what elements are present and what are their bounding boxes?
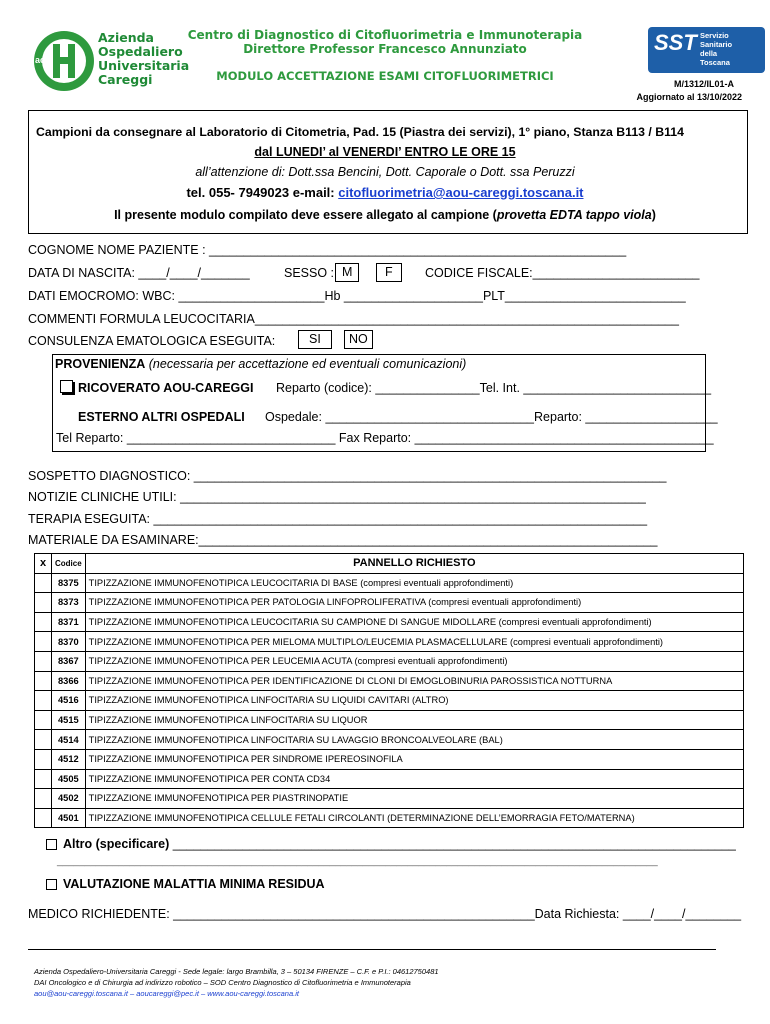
panel-row-code: 8366: [52, 671, 86, 691]
module-title: MODULO ACCETTAZIONE ESAMI CITOFLUORIMETRICI: [216, 69, 554, 83]
panel-row: [35, 671, 744, 691]
panel-row-description: TIPIZZAZIONE IMMUNOFENOTIPICA PER CONTA CD34: [85, 769, 743, 789]
panel-row-checkbox[interactable]: [35, 632, 52, 652]
ricoverato-label: RICOVERATO AOU-CAREGGI: [78, 381, 254, 395]
patient-name-field[interactable]: COGNOME NOME PAZIENTE : ____________________________________________________________: [28, 243, 627, 257]
altro-field-line-2[interactable]: ____________________________________________________________________________________________________________: [57, 856, 658, 867]
sex-label: SESSO :: [284, 266, 335, 280]
info-line-5: Il presente modulo compilato deve essere allegato al campione (provetta EDTA tappo viola): [114, 208, 656, 222]
panel-row: [35, 789, 744, 809]
director-name: Direttore Professor Francesco Annunziato: [243, 42, 527, 56]
panel-row-checkbox[interactable]: [35, 612, 52, 632]
footer-line-1: Azienda Ospedaliero-Universitaria Careggi - Sede legale: largo Brambilla, 3 – 50134 FIRENZE – C.F. e P.I.: 04612750481: [34, 967, 439, 976]
suspected-diagnosis-field[interactable]: SOSPETTO DIAGNOSTICO: ____________________________________________________________________: [28, 469, 667, 483]
panel-row-code: 4502: [52, 789, 86, 809]
col-x: x: [35, 554, 52, 574]
panel-row-description: TIPIZZAZIONE IMMUNOFENOTIPICA PER SINDROME IPEREOSINOFILA: [85, 749, 743, 769]
panel-row: [35, 769, 744, 789]
sst-logo: SST Servizio Sanitario della Toscana: [648, 27, 765, 73]
footer-line-2: DAI Oncologico e di Chirurgia ad indirizzo robotico – SOD Centro Diagnostico di Citofluorimetria e Immunoterapia: [34, 978, 411, 987]
panel-row-checkbox[interactable]: [35, 749, 52, 769]
panel-table: [34, 553, 744, 828]
panel-row-checkbox[interactable]: [35, 671, 52, 691]
fiscal-code-field[interactable]: CODICE FISCALE:________________________: [425, 266, 700, 280]
aou-logo-badge: aou: [35, 55, 52, 65]
mmr-checkbox[interactable]: [46, 879, 57, 890]
panel-row-code: 8373: [52, 593, 86, 613]
panel-row-description: TIPIZZAZIONE IMMUNOFENOTIPICA PER PIASTRINOPATIE: [85, 789, 743, 809]
footer-divider: [28, 949, 716, 950]
consultation-si-box[interactable]: SI: [298, 330, 332, 349]
hospital-field[interactable]: Ospedale: ______________________________Reparto: ___________________: [265, 410, 718, 424]
panel-row-checkbox[interactable]: [35, 691, 52, 711]
panel-header-row: [35, 554, 744, 574]
panel-row-code: 4501: [52, 808, 86, 828]
altro-checkbox[interactable]: [46, 839, 57, 850]
panel-row: [35, 749, 744, 769]
panel-row-code: 8367: [52, 651, 86, 671]
panel-row-description: TIPIZZAZIONE IMMUNOFENOTIPICA LINFOCITARIA SU LAVAGGIO BRONCOALVEOLARE (BAL): [85, 730, 743, 750]
mmr-row: VALUTAZIONE MALATTIA MINIMA RESIDUA: [46, 877, 325, 891]
doctor-field[interactable]: MEDICO RICHIEDENTE: ____________________________________________________Data Richiesta: ____/____/________: [28, 907, 742, 921]
panel-row-checkbox[interactable]: [35, 651, 52, 671]
aou-logo: [33, 30, 95, 92]
therapy-field[interactable]: TERAPIA ESEGUITA: _______________________________________________________________________: [28, 512, 648, 526]
col-code: Codice: [52, 554, 86, 574]
consultation-no-box[interactable]: NO: [344, 330, 373, 349]
panel-row-checkbox[interactable]: [35, 573, 52, 593]
panel-row: [35, 573, 744, 593]
panel-row-checkbox[interactable]: [35, 789, 52, 809]
panel-row-description: TIPIZZAZIONE IMMUNOFENOTIPICA PER IDENTIFICAZIONE DI CLONI DI EMOGLOBINURIA PAROSSISTICA NOTTURNA: [85, 671, 743, 691]
panel-row-code: 8375: [52, 573, 86, 593]
esterno-label: ESTERNO ALTRI OSPEDALI: [78, 410, 245, 424]
tel-fax-field[interactable]: Tel Reparto: ______________________________ Fax Reparto: ___________________________________________: [56, 431, 714, 445]
panel-row: [35, 632, 744, 652]
altro-field[interactable]: _________________________________________________________________________________: [169, 837, 736, 851]
provenance-title: PROVENIENZA (necessaria per accettazione ed eventuali comunicazioni): [55, 357, 467, 371]
panel-row-description: TIPIZZAZIONE IMMUNOFENOTIPICA PER MIELOMA MULTIPLO/LEUCEMIA PLASMACELLULARE (compresi eventuali approfondimenti): [85, 632, 743, 652]
birth-date-field[interactable]: DATA DI NASCITA: ____/____/_______: [28, 266, 250, 280]
panel-row-description: TIPIZZAZIONE IMMUNOFENOTIPICA LEUCOCITARIA DI BASE (compresi eventuali approfondimenti): [85, 573, 743, 593]
aou-logo-text: Azienda Ospedaliero Universitaria Careggi: [98, 30, 190, 87]
panel-row: [35, 808, 744, 828]
panel-row-code: 4516: [52, 691, 86, 711]
blood-count-field[interactable]: DATI EMOCROMO: WBC: _____________________Hb ____________________PLT__________________________: [28, 289, 686, 303]
doc-code: M/1312/IL01-A: [673, 79, 734, 89]
panel-row-checkbox[interactable]: [35, 730, 52, 750]
panel-row: [35, 651, 744, 671]
panel-row-checkbox[interactable]: [35, 769, 52, 789]
panel-row: [35, 691, 744, 711]
panel-row-code: 4514: [52, 730, 86, 750]
panel-row-code: 8370: [52, 632, 86, 652]
sex-m-box[interactable]: M: [335, 263, 359, 282]
footer-line-3[interactable]: aou@aou-careggi.toscana.it – aoucareggi@pec.it – www.aou-careggi.toscana.it: [34, 989, 299, 998]
updated-date: Aggiornato al 13/10/2022: [636, 92, 742, 102]
panel-row: [35, 730, 744, 750]
panel-row: [35, 710, 744, 730]
info-contacts: tel. 055- 7949023 e-mail: citofluorimetria@aou-careggi.toscana.it: [186, 185, 584, 200]
panel-row-checkbox[interactable]: [35, 593, 52, 613]
panel-row-description: TIPIZZAZIONE IMMUNOFENOTIPICA CELLULE FETALI CIRCOLANTI (DETERMINAZIONE DELL’EMORRAGIA FETO/MATERNA): [85, 808, 743, 828]
panel-row-description: TIPIZZAZIONE IMMUNOFENOTIPICA PER PATOLOGIA LINFOPROLIFERATIVA (compresi eventuali approfondimenti): [85, 593, 743, 613]
panel-row-code: 8371: [52, 612, 86, 632]
panel-row-description: TIPIZZAZIONE IMMUNOFENOTIPICA LINFOCITARIA SU LIQUIDI CAVITARI (ALTRO): [85, 691, 743, 711]
center-title: Centro di Diagnostico di Citofluorimetria e Immunoterapia: [187, 28, 583, 42]
ricoverato-checkbox[interactable]: [60, 380, 73, 393]
formula-comment-field[interactable]: COMMENTI FORMULA LEUCOCITARIA_____________________________________________________________: [28, 312, 679, 326]
info-line-3: all’attenzione di: Dott.ssa Bencini, Dott. Caporale o Dott. ssa Peruzzi: [195, 165, 575, 179]
panel-row-checkbox[interactable]: [35, 808, 52, 828]
consultation-label: CONSULENZA EMATOLOGICA ESEGUITA:: [28, 334, 276, 348]
panel-row: [35, 612, 744, 632]
panel-row-code: 4512: [52, 749, 86, 769]
panel-row-code: 4515: [52, 710, 86, 730]
panel-row: [35, 593, 744, 613]
material-field[interactable]: MATERIALE DA ESAMINARE:__________________________________________________________________: [28, 533, 658, 547]
reparto-code-field[interactable]: Reparto (codice): _______________Tel. Int. ___________________________: [276, 381, 712, 395]
altro-row: Altro (specificare) _________________________________________________________________________________: [46, 837, 736, 851]
email-link[interactable]: citofluorimetria@aou-careggi.toscana.it: [338, 185, 584, 200]
panel-row-code: 4505: [52, 769, 86, 789]
panel-row-checkbox[interactable]: [35, 710, 52, 730]
col-panel: PANNELLO RICHIESTO: [85, 554, 743, 574]
info-line-1: Campioni da consegnare al Laboratorio di Citometria, Pad. 15 (Piastra dei servizi), 1° piano, Stanza B113 / B114: [36, 125, 684, 139]
panel-row-description: TIPIZZAZIONE IMMUNOFENOTIPICA LINFOCITARIA SU LIQUOR: [85, 710, 743, 730]
panel-row-description: TIPIZZAZIONE IMMUNOFENOTIPICA PER LEUCEMIA ACUTA (compresi eventuali approfondimenti): [85, 651, 743, 671]
info-line-2: dal LUNEDI’ al VENERDI’ ENTRO LE ORE 15: [254, 145, 516, 159]
panel-row-description: TIPIZZAZIONE IMMUNOFENOTIPICA LEUCOCITARIA SU CAMPIONE DI SANGUE MIDOLLARE (compresi eventuali approfondimenti): [85, 612, 743, 632]
sex-f-box[interactable]: F: [376, 263, 402, 282]
clinical-notes-field[interactable]: NOTIZIE CLINICHE UTILI: ___________________________________________________________________: [28, 490, 646, 504]
